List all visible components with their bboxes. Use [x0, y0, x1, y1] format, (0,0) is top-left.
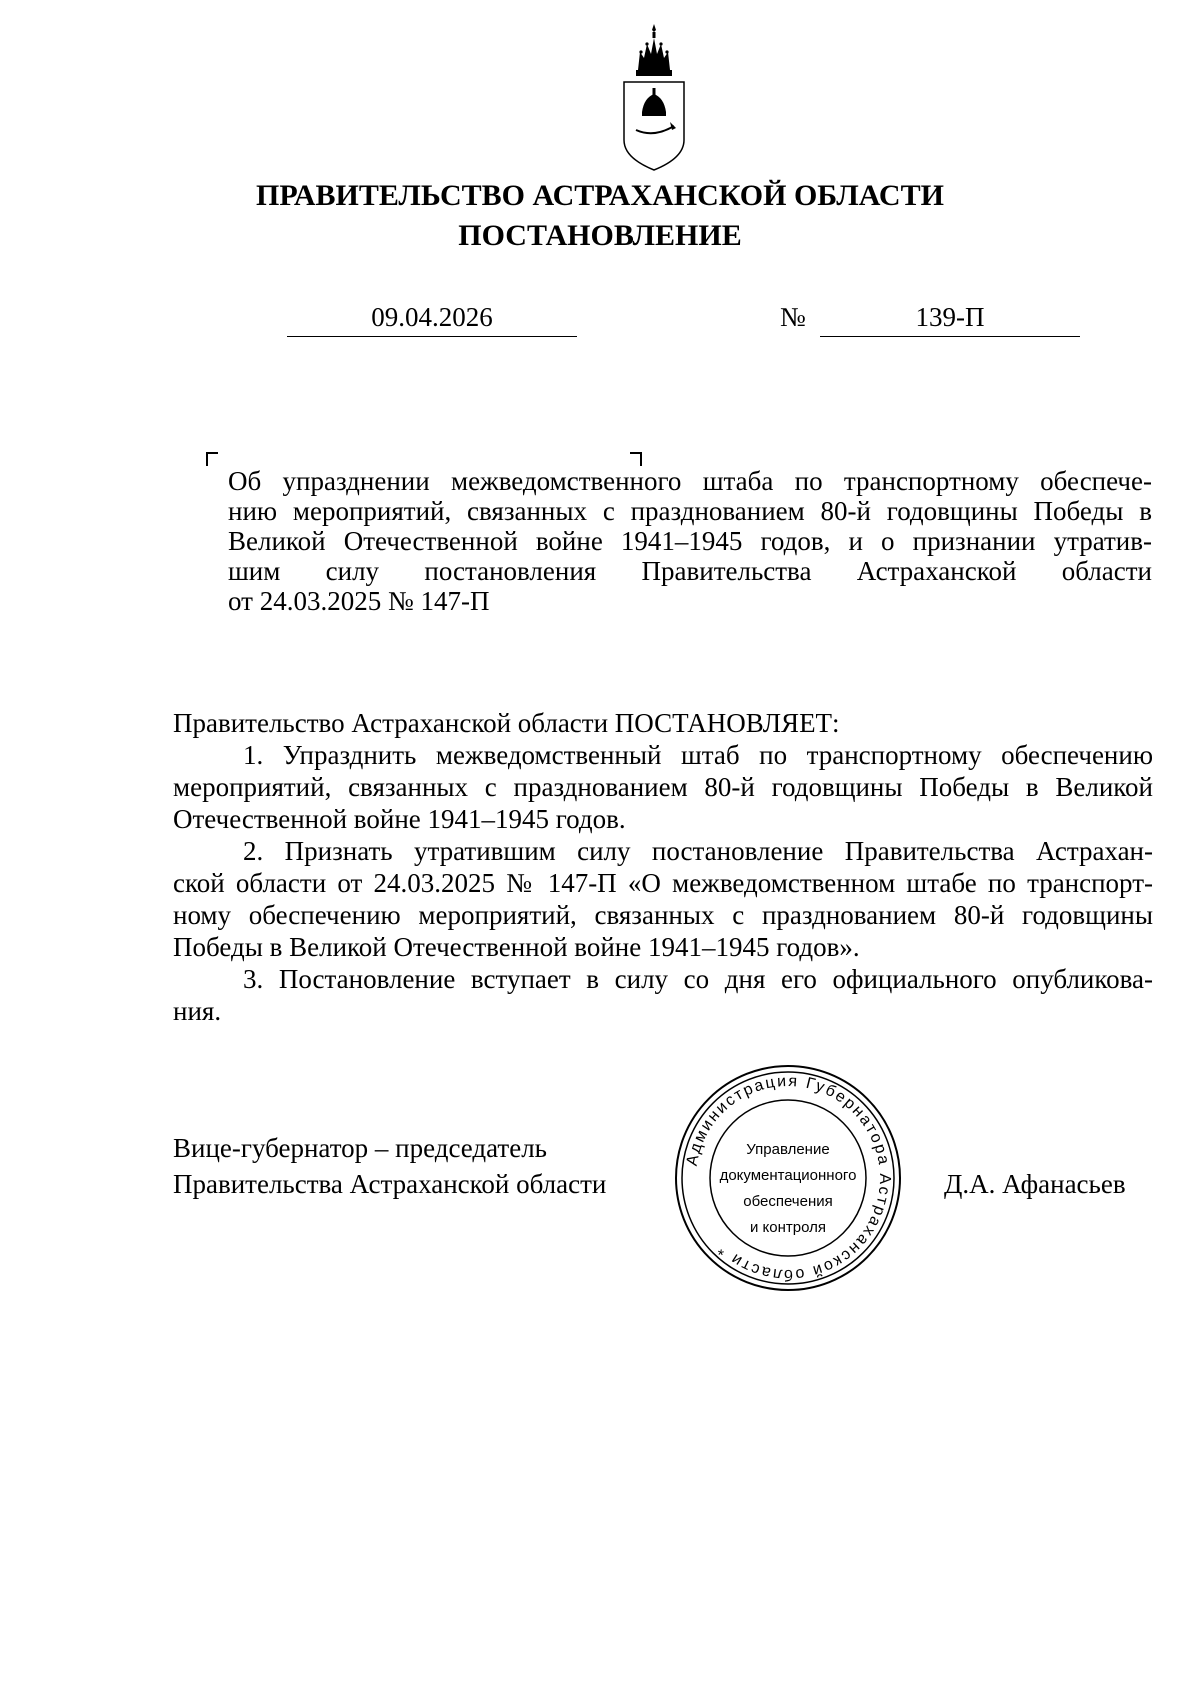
title-corner-right — [630, 452, 642, 466]
date-field: 09.04.2026 — [287, 300, 577, 337]
body-line: ному обеспечению мероприятий, связанных с празднованием 80-й годовщины — [173, 900, 1153, 930]
body-line: 1. Упразднить межведомственный штаб по транспортному обеспечению — [243, 740, 1153, 770]
body-line: Победы в Великой Отечественной войне 1941–1945 годов». — [173, 932, 860, 962]
body-line: Отечественной войне 1941–1945 годов. — [173, 804, 626, 834]
doc-type-title: ПОСТАНОВЛЕНИЕ — [458, 219, 742, 252]
official-stamp — [672, 1062, 904, 1294]
stamp-inner-line: Управление — [746, 1141, 830, 1158]
title-line: шим силу постановления Правительства Астраханской области — [228, 556, 1152, 586]
title-line: от 24.03.2025 № 147-П — [228, 586, 490, 616]
body-line: 3. Постановление вступает в силу со дня его официального опубликова- — [243, 964, 1153, 994]
resolution-body — [173, 707, 1153, 1027]
resolution-title — [228, 466, 1152, 616]
title-corner-left — [206, 452, 218, 466]
stamp-inner-line: и контроля — [749, 1219, 827, 1236]
preamble-line: Правительство Астраханской области ПОСТАНОВЛЯЕТ: — [173, 708, 840, 738]
signer-position-line: Вице-губернатор – председатель — [173, 1133, 547, 1163]
signer-position — [173, 1130, 606, 1202]
stamp-inner-line: документационного — [719, 1167, 857, 1184]
title-line: Об упразднении межведомственного штаба по транспортному обеспече- — [228, 466, 1152, 496]
document-header — [0, 176, 1200, 256]
title-line: Великой Отечественной войне 1941–1945 годов, и о признании утратив- — [228, 526, 1152, 556]
signer-position-line: Правительства Астраханской области — [173, 1169, 607, 1199]
stamp-inner-line: обеспечения — [743, 1193, 833, 1210]
body-line: ния. — [173, 996, 222, 1026]
signer-name: Д.А. Афанасьев — [944, 1169, 1126, 1199]
body-line: мероприятий, связанных с празднованием 80-й годовщины Победы в Великой — [173, 772, 1153, 802]
stamp-ring-text: Администрация Губернатора Астраханской области * — [683, 1072, 894, 1284]
body-line: ской области от 24.03.2025 № 147-П «О межведомственном штабе по транспорт- — [173, 868, 1153, 898]
body-line: 2. Признать утратившим силу постановление Правительства Астрахан- — [243, 836, 1153, 866]
number-field: 139-П — [820, 300, 1080, 337]
number-sign: № — [780, 302, 806, 332]
title-line: нию мероприятий, связанных с празднованием 80-й годовщины Победы в — [228, 496, 1152, 526]
org-title: ПРАВИТЕЛЬСТВО АСТРАХАНСКОЙ ОБЛАСТИ — [256, 179, 944, 212]
astrakhan-coat-of-arms-icon — [614, 22, 694, 172]
